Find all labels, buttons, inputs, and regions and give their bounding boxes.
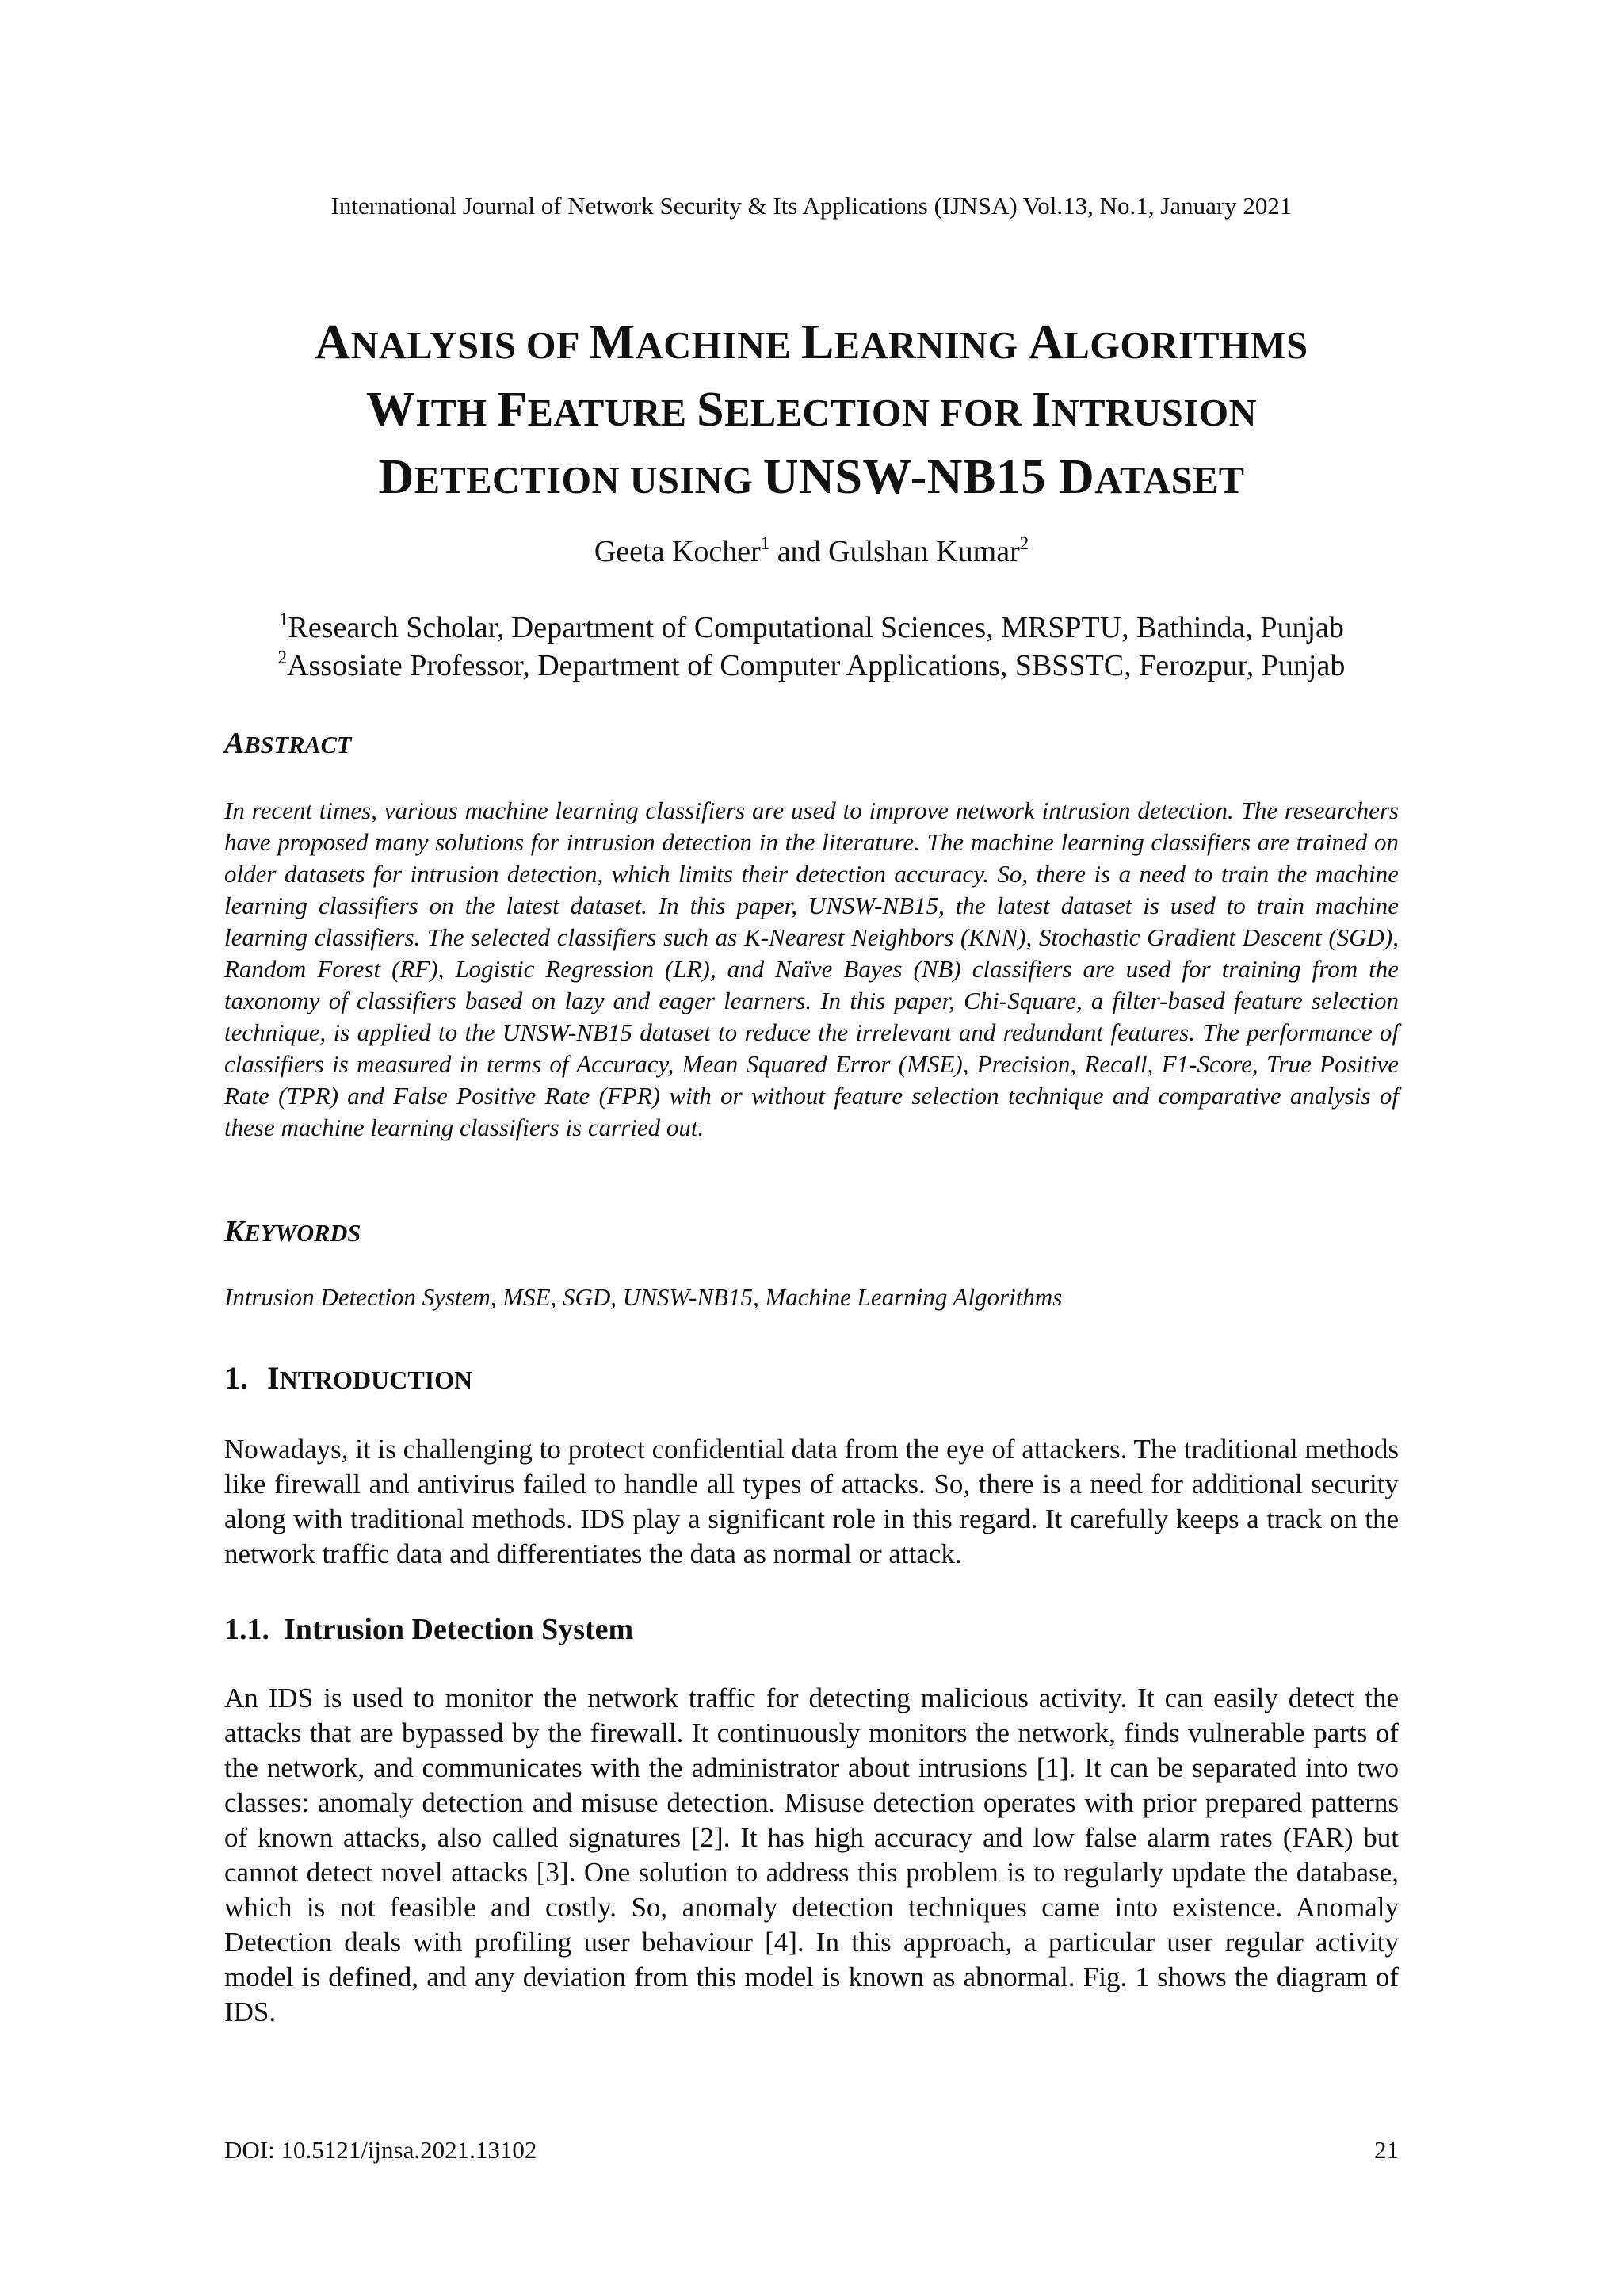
subsection-number: 1.1. (224, 1613, 269, 1646)
author-2-mark: 2 (1019, 533, 1029, 554)
running-head: International Journal of Network Security & Its Applications (IJNSA) Vol.13, No.1, January 2021 (330, 192, 1293, 220)
author-line (0, 533, 1623, 571)
affiliation-2: $^2$Assosiate Professor, Department of Computer Applications, SBSSTC, Ferozpur, Punjab (277, 648, 1346, 682)
title-line-1: ANALYSIS OF MACHINE LEARNING ALGORITHMS (315, 315, 1308, 369)
author-1-mark: 1 (760, 533, 770, 554)
subsection-heading-ids: 1.1. Intrusion Detection System (224, 1613, 634, 1646)
keywords-heading: KEYWORDS (224, 1215, 361, 1248)
introduction-paragraph: Nowadays, it is challenging to protect confidential data from the eye of attackers. The traditional methods like firewall and antivirus failed to handle all types of attacks. So, there is a need for additional security along with traditional methods. IDS play a significant role in this regard. It carefully keeps a track on the network traffic data and differentiates the data as normal or attack. (224, 1434, 1399, 1569)
keywords-text: Intrusion Detection System, MSE, SGD, UNSW-NB15, Machine Learning Algorithms (224, 1283, 1063, 1311)
section-number: 1. (224, 1360, 248, 1396)
ids-paragraph: An IDS is used to monitor the network traffic for detecting malicious activity. It can easily detect the attacks that are bypassed by the firewall. It continuously monitors the network, finds vulnerable parts of the network, and communicates with the administrator about intrusions [1]. It can be separated into two classes: anomaly detection and misuse detection. Misuse detection operates with prior prepared patterns of known attacks, also called signatures [2]. It has high accuracy and low false alarm rates (FAR) but cannot detect novel attacks [3]. One solution to address this problem is to regularly update the database, which is not feasible and costly. So, anomaly detection techniques came into existence. Anomaly Detection deals with profiling user behaviour [4]. In this approach, a particular user regular activity model is defined, and any deviation from this model is known as abnormal. Fig. 1 shows the diagram of IDS. (224, 1683, 1399, 2027)
affiliations (190, 609, 1433, 685)
paper-title (190, 311, 1433, 513)
author-1-name: Geeta Kocher (594, 535, 761, 568)
author-conjunction: and (769, 535, 829, 568)
page-number: 21 (1374, 2136, 1399, 2164)
abstract-text: In recent times, various machine learning classifiers are used to improve network intrusion detection. The researchers have proposed many solutions for intrusion detection in the literature. The machine learning classifiers are trained on older datasets for intrusion detection, which limits their detection accuracy. So, there is a need to train the machine learning classifiers on the latest dataset. In this paper, UNSW-NB15, the latest dataset is used to train machine learning classifiers. The selected classifiers such as K-Nearest Neighbors (KNN), Stochastic Gradient Descent (SGD), Random Forest (RF), Logistic Regression (LR), and Naïve Bayes (NB) classifiers are used for training from the taxonomy of classifiers based on lazy and eager learners. In this paper, Chi-Square, a filter-based feature selection technique, is applied to the UNSW-NB15 dataset to reduce the irrelevant and redundant features. The performance of classifiers is measured in terms of Accuracy, Mean Squared Error (MSE), Precision, Recall, F1-Score, True Positive Rate (TPR) and False Positive Rate (FPR) with or without feature selection technique and comparative analysis of these machine learning classifiers is carried out. (224, 797, 1399, 1141)
abstract-heading: ABSTRACT (224, 727, 352, 760)
footer-doi: DOI: 10.5121/ijnsa.2021.13102 (224, 2136, 537, 2164)
author-2-name: Gulshan Kumar (828, 535, 1020, 568)
title-line-2: WITH FEATURE SELECTION FOR INTRUSION (365, 383, 1258, 437)
affiliation-1: $^1$Research Scholar, Department of Computational Sciences, MRSPTU, Bathinda, Punjab (279, 609, 1344, 644)
section-heading-introduction: 1. INTRODUCTION (224, 1360, 473, 1396)
title-line-3: DETECTION USING UNSW-NB15 DATASET (378, 450, 1245, 504)
